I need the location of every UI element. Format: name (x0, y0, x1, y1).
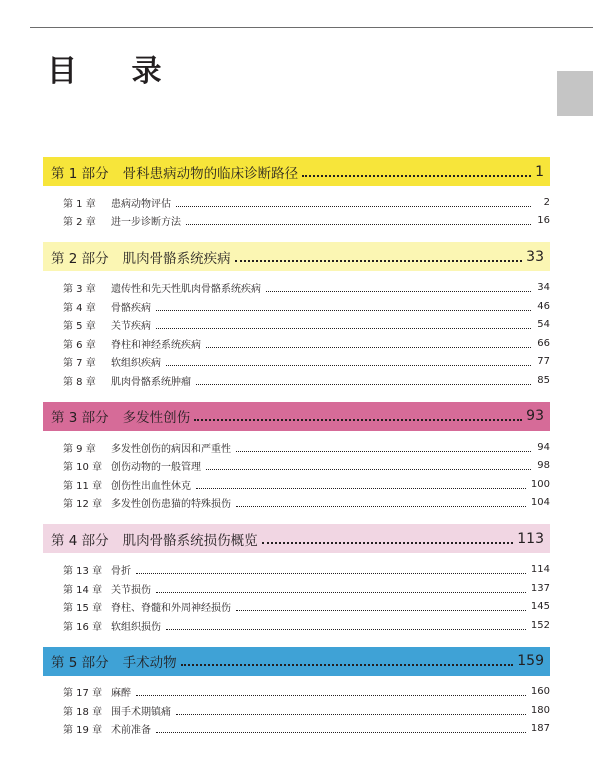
chapter-list (43, 271, 550, 402)
dot-leader (302, 175, 531, 177)
dot-leader (186, 224, 531, 225)
chapter-entry[interactable] (63, 353, 550, 372)
chapter-page: 104 (530, 497, 550, 509)
chapter-number: 第 11 章 (63, 480, 103, 492)
chapter-page: 34 (537, 281, 550, 293)
chapter-list (43, 431, 550, 524)
chapter-title: 脊柱、脊髓和外周神经损伤 (111, 603, 231, 615)
chapter-number: 第 14 章 (63, 584, 103, 596)
chapter-entry[interactable] (63, 334, 550, 353)
part-number: 第 1 部分 (51, 165, 109, 182)
toc-section (43, 242, 550, 402)
dot-leader (196, 488, 526, 489)
chapter-entry[interactable] (63, 278, 550, 297)
chapter-entry[interactable] (63, 438, 550, 457)
chapter-page: 137 (530, 582, 550, 594)
chapter-title: 骨折 (111, 565, 131, 577)
part-page: 159 (517, 653, 544, 669)
chapter-number: 第 6 章 (63, 339, 96, 351)
chapter-title: 患病动物评估 (111, 198, 171, 210)
dot-leader (136, 695, 526, 696)
chapter-title: 创伤动物的一般管理 (111, 462, 201, 474)
dot-leader (156, 732, 526, 733)
chapter-number: 第 16 章 (63, 621, 103, 633)
part-heading[interactable] (43, 524, 550, 553)
toc-section (43, 524, 550, 646)
part-title: 多发性创伤 (122, 410, 191, 427)
part-number: 第 3 部分 (51, 410, 109, 427)
chapter-title: 创伤性出血性休克 (111, 480, 191, 492)
part-page: 1 (535, 163, 544, 180)
part-number: 第 4 部分 (51, 532, 109, 549)
part-page: 93 (526, 408, 544, 425)
part-page: 33 (526, 248, 544, 265)
chapter-number: 第 7 章 (63, 358, 96, 370)
dot-leader (206, 347, 531, 348)
chapter-entry[interactable] (63, 371, 550, 390)
chapter-title: 关节损伤 (111, 584, 151, 596)
chapter-title: 骨骼疾病 (111, 302, 151, 314)
chapter-title: 进一步诊断方法 (111, 217, 181, 229)
chapter-entry[interactable] (63, 212, 550, 231)
chapter-list (43, 186, 550, 242)
chapter-page: 66 (537, 337, 550, 349)
chapter-entry[interactable] (63, 315, 550, 334)
chapter-title: 麻醉 (111, 688, 131, 700)
chapter-page: 145 (530, 601, 550, 613)
chapter-page: 94 (537, 441, 550, 453)
chapter-number: 第 1 章 (63, 198, 96, 210)
part-heading[interactable] (43, 157, 550, 186)
chapter-number: 第 10 章 (63, 462, 103, 474)
part-page: 113 (517, 530, 544, 547)
chapter-entry[interactable] (63, 701, 550, 720)
chapter-page: 85 (537, 374, 550, 386)
part-title: 肌肉骨骼系统疾病 (122, 250, 231, 267)
dot-leader (156, 310, 531, 311)
chapter-number: 第 9 章 (63, 443, 96, 455)
chapter-entry[interactable] (63, 475, 550, 494)
chapter-number: 第 3 章 (63, 283, 96, 295)
chapter-list (43, 676, 550, 751)
chapter-number: 第 17 章 (63, 688, 103, 700)
dot-leader (176, 714, 526, 715)
chapter-number: 第 18 章 (63, 706, 103, 718)
part-number: 第 2 部分 (51, 250, 109, 267)
chapter-page: 160 (530, 686, 550, 698)
chapter-entry[interactable] (63, 683, 550, 702)
dot-leader (236, 451, 531, 452)
top-rule (30, 27, 593, 28)
chapter-page: 98 (537, 460, 550, 472)
toc-section (43, 157, 550, 242)
dot-leader (194, 419, 522, 421)
chapter-number: 第 5 章 (63, 321, 96, 333)
chapter-title: 软组织疾病 (111, 358, 161, 370)
chapter-number: 第 12 章 (63, 499, 103, 511)
chapter-entry[interactable] (63, 494, 550, 513)
dot-leader (181, 664, 514, 666)
chapter-number: 第 15 章 (63, 603, 103, 615)
chapter-list (43, 553, 550, 646)
chapter-title: 脊柱和神经系统疾病 (111, 339, 201, 351)
table-of-contents (43, 157, 550, 750)
dot-leader (176, 206, 531, 207)
chapter-page: 180 (530, 704, 550, 716)
chapter-page: 16 (537, 215, 550, 227)
part-title: 骨科患病动物的临床诊断路径 (122, 165, 299, 182)
dot-leader (206, 469, 531, 470)
part-heading[interactable] (43, 647, 550, 676)
chapter-number: 第 13 章 (63, 565, 103, 577)
dot-leader (235, 260, 523, 262)
chapter-entry[interactable] (63, 193, 550, 212)
chapter-page: 100 (530, 478, 550, 490)
part-title: 手术动物 (122, 655, 177, 671)
part-title: 肌肉骨骼系统损伤概览 (122, 532, 258, 549)
chapter-entry[interactable] (63, 616, 550, 635)
chapter-number: 第 8 章 (63, 376, 96, 388)
chapter-number: 第 19 章 (63, 725, 103, 737)
dot-leader (166, 629, 526, 630)
chapter-page: 77 (537, 356, 550, 368)
dot-leader (266, 291, 531, 292)
page-title: 目 录 (47, 54, 184, 89)
chapter-number: 第 2 章 (63, 217, 96, 229)
chapter-entry[interactable] (63, 597, 550, 616)
dot-leader (196, 384, 531, 385)
chapter-entry[interactable] (63, 456, 550, 475)
toc-section (43, 402, 550, 524)
dot-leader (156, 328, 531, 329)
dot-leader (136, 573, 526, 574)
chapter-entry[interactable] (63, 720, 550, 739)
part-heading[interactable] (43, 402, 550, 431)
chapter-title: 软组织损伤 (111, 621, 161, 633)
chapter-title: 多发性创伤患猫的特殊损伤 (111, 499, 231, 511)
chapter-number: 第 4 章 (63, 302, 96, 314)
chapter-entry[interactable] (63, 560, 550, 579)
chapter-page: 46 (537, 300, 550, 312)
chapter-entry[interactable] (63, 297, 550, 316)
chapter-title: 术前准备 (111, 725, 151, 737)
side-thumb-tab (557, 71, 593, 116)
chapter-title: 关节疾病 (111, 321, 151, 333)
dot-leader (236, 610, 526, 611)
chapter-title: 遗传性和先天性肌肉骨骼系统疾病 (111, 283, 261, 295)
chapter-title: 肌肉骨骼系统肿瘤 (111, 376, 191, 388)
dot-leader (156, 592, 526, 593)
chapter-entry[interactable] (63, 579, 550, 598)
chapter-page: 187 (530, 723, 550, 735)
chapter-page: 114 (530, 563, 550, 575)
part-number: 第 5 部分 (51, 655, 109, 671)
chapter-page: 54 (537, 319, 550, 331)
part-heading[interactable] (43, 242, 550, 271)
dot-leader (236, 506, 526, 507)
dot-leader (166, 365, 531, 366)
chapter-title: 多发性创伤的病因和严重性 (111, 443, 231, 455)
toc-section (43, 647, 550, 751)
chapter-title: 围手术期镇痛 (111, 706, 171, 718)
dot-leader (262, 542, 514, 544)
chapter-page: 152 (530, 619, 550, 631)
chapter-page: 2 (543, 196, 550, 208)
